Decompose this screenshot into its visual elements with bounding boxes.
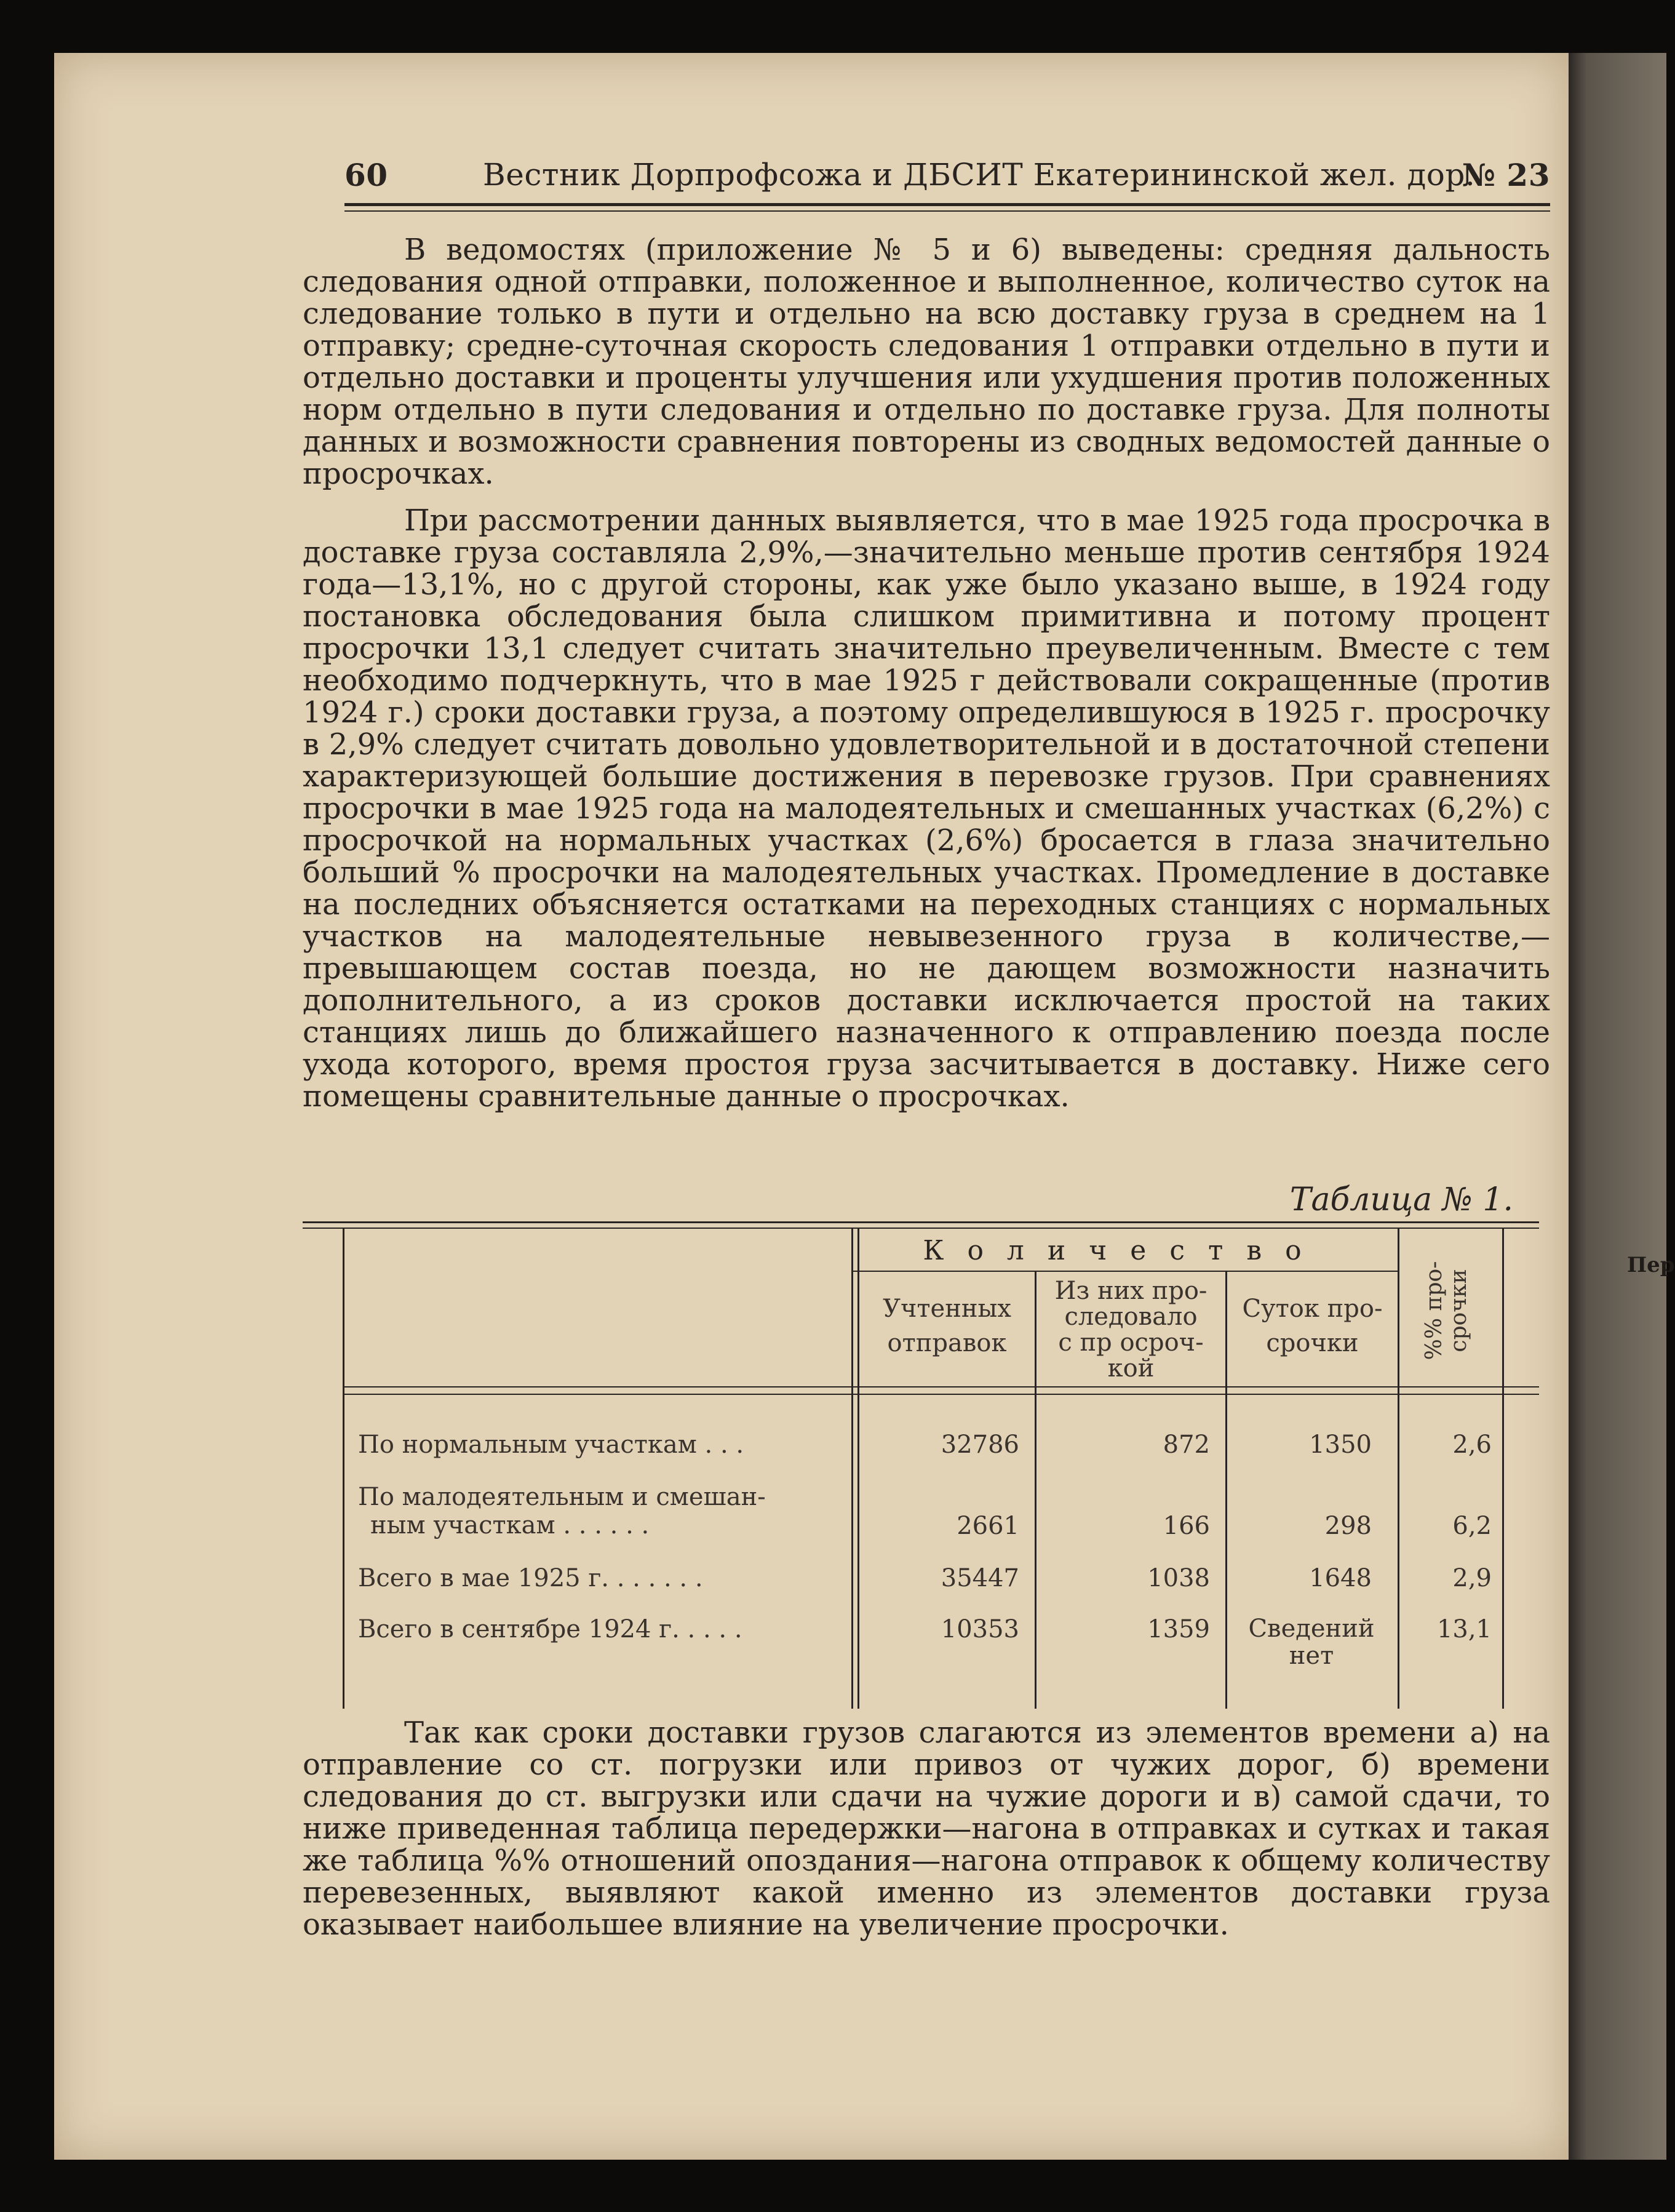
table-caption: Таблица № 1. (1289, 1181, 1513, 1218)
cell-value: 35447 (941, 1564, 1019, 1592)
cell-value: 2,6 (1452, 1431, 1492, 1459)
col-rule-1 (851, 1229, 853, 1709)
journal-title: Вестник Дорпрофсожа и ДБСИТ Екатерининской жел. дор. (483, 157, 1476, 193)
table-top-rule-thin (303, 1228, 1539, 1229)
cell-value: 6,2 (1452, 1512, 1492, 1540)
col-header-percent: %% про- срочки (1422, 1261, 1471, 1360)
page-number: 60 (344, 157, 388, 193)
row-label-normal: По нормальным участкам . . . (358, 1431, 744, 1459)
row-label-low-traffic: По малодеятельным и смешан- ным участкам . . . . . . (358, 1483, 766, 1539)
cell-value: 298 (1324, 1512, 1372, 1540)
cell-value: 13,1 (1436, 1615, 1492, 1643)
paragraph-text: При рассмотрении данных выявляется, что в мае 1925 года просрочка в доставке груза составляла 2,9%,—значительно меньше против сентября 1924 года—13,1%, но с другой стороны, как уже было указано выше, в 1924 году постановка обследования была слишком примитивна и потому процент просрочки 13,1 следует считать значительно преувеличенным. Вместе с тем необходимо подчеркнуть, что в мае 1925 г действовали сокращенные (против 1924 г.) сроки доставки груза, а поэтому определившуюся в 1925 г. просрочку в 2,9% следует считать довольно удовлетворительной и в достаточной степени характеризующей большие достижения в перевозке грузов. При сравнениях просрочки в мае 1925 года на малодеятельных и смешанных участках (6,2%) с просрочкой на нормальных участках (2,6%) бросается в глаза значительно больший % просрочки на малодеятельных участках. Промедление в доставке на последних объясняется остатками на переходных станциях с нормальных участков на малодеятельные невывезенного груза в количестве,—превышающем состав поезда, но не дающем возможности назначить дополнительного, а из сроков доставки исключается простой на таких станциях лишь до ближайшего назначенного к отправлению поезда после ухода которого, время простоя груза засчитывается в доставку. Ниже сего помещены сравнительные данные о просрочках. (303, 503, 1550, 1114)
cell-value: 2661 (957, 1512, 1019, 1540)
col-header-delayed: Из них про- следовало с пр осроч- кой (1054, 1277, 1208, 1383)
col-rule-5 (1502, 1229, 1504, 1709)
table-top-rule (303, 1221, 1539, 1223)
issue-number: № 23 (1462, 157, 1550, 193)
cell-value: 10353 (941, 1615, 1019, 1643)
paragraph-1 (303, 234, 1550, 490)
header-rule-thin (344, 210, 1550, 212)
cell-value: 166 (1163, 1512, 1210, 1540)
table-left-rule (343, 1229, 344, 1709)
cell-value: 1038 (1147, 1564, 1210, 1592)
adjacent-page-edge (1569, 53, 1675, 2160)
adjacent-margin-mark: Пер (1627, 1253, 1675, 1277)
row-label-total-may-1925: Всего в мае 1925 г. . . . . . . (358, 1564, 703, 1592)
cell-value: 1359 (1147, 1615, 1210, 1643)
cell-value: 872 (1163, 1431, 1210, 1459)
group-header: Количество (923, 1235, 1325, 1266)
col-header-days: Суток про- срочки (1242, 1295, 1383, 1357)
data-table (303, 1221, 1539, 1714)
paragraph-2 (303, 505, 1550, 1112)
header-rule (344, 203, 1550, 206)
col-header-shipments: Учтенных отправок (883, 1295, 1011, 1357)
cell-value: 1350 (1309, 1431, 1372, 1459)
paragraph-3 (303, 1717, 1550, 1941)
header-bottom-rule (343, 1386, 1539, 1387)
running-header (344, 157, 1550, 200)
cell-value: 32786 (941, 1431, 1019, 1459)
group-header-rule (851, 1271, 1399, 1272)
paragraph-text: Так как сроки доставки грузов слагаются из элементов времени а) на отправление со ст. погрузки или привоз от чужих дорог, б) времени следования до ст. выгрузки или сдачи на чужие дороги и в) самой сдачи, то ниже приведенная таблица передержки—нагона в отправках и сутках и такая же таблица %% отношений опоздания—нагона отправок к общему количеству перевезенных, выявляют какой именно из элементов доставки груза оказывает наибольшее влияние на увеличение просрочки. (303, 1715, 1550, 1942)
paragraph-text: В ведомостях (приложение № 5 и 6) выведены: средняя дальность следования одной отправки, положенное и выполненное, количество суток на следование только в пути и отдельно на всю доставку груза в среднем на 1 отправку; средне-суточная скорость следования 1 отправки отдельно в пути и отдельно доставки и проценты улучшения или ухудшения против положенных норм отдельно в пути следования и отдельно по доставке груза. Для полноты данных и возможности сравнения повторены из сводных ведомостей данные о просрочках. (303, 233, 1550, 491)
cell-value: 2,9 (1452, 1564, 1492, 1592)
cell-value: 1648 (1309, 1564, 1372, 1592)
header-bottom-rule-2 (343, 1394, 1539, 1395)
row-label-total-sept-1924: Всего в сентябре 1924 г. . . . . (358, 1615, 742, 1643)
cell-value-no-data: Сведений нет (1248, 1615, 1375, 1670)
